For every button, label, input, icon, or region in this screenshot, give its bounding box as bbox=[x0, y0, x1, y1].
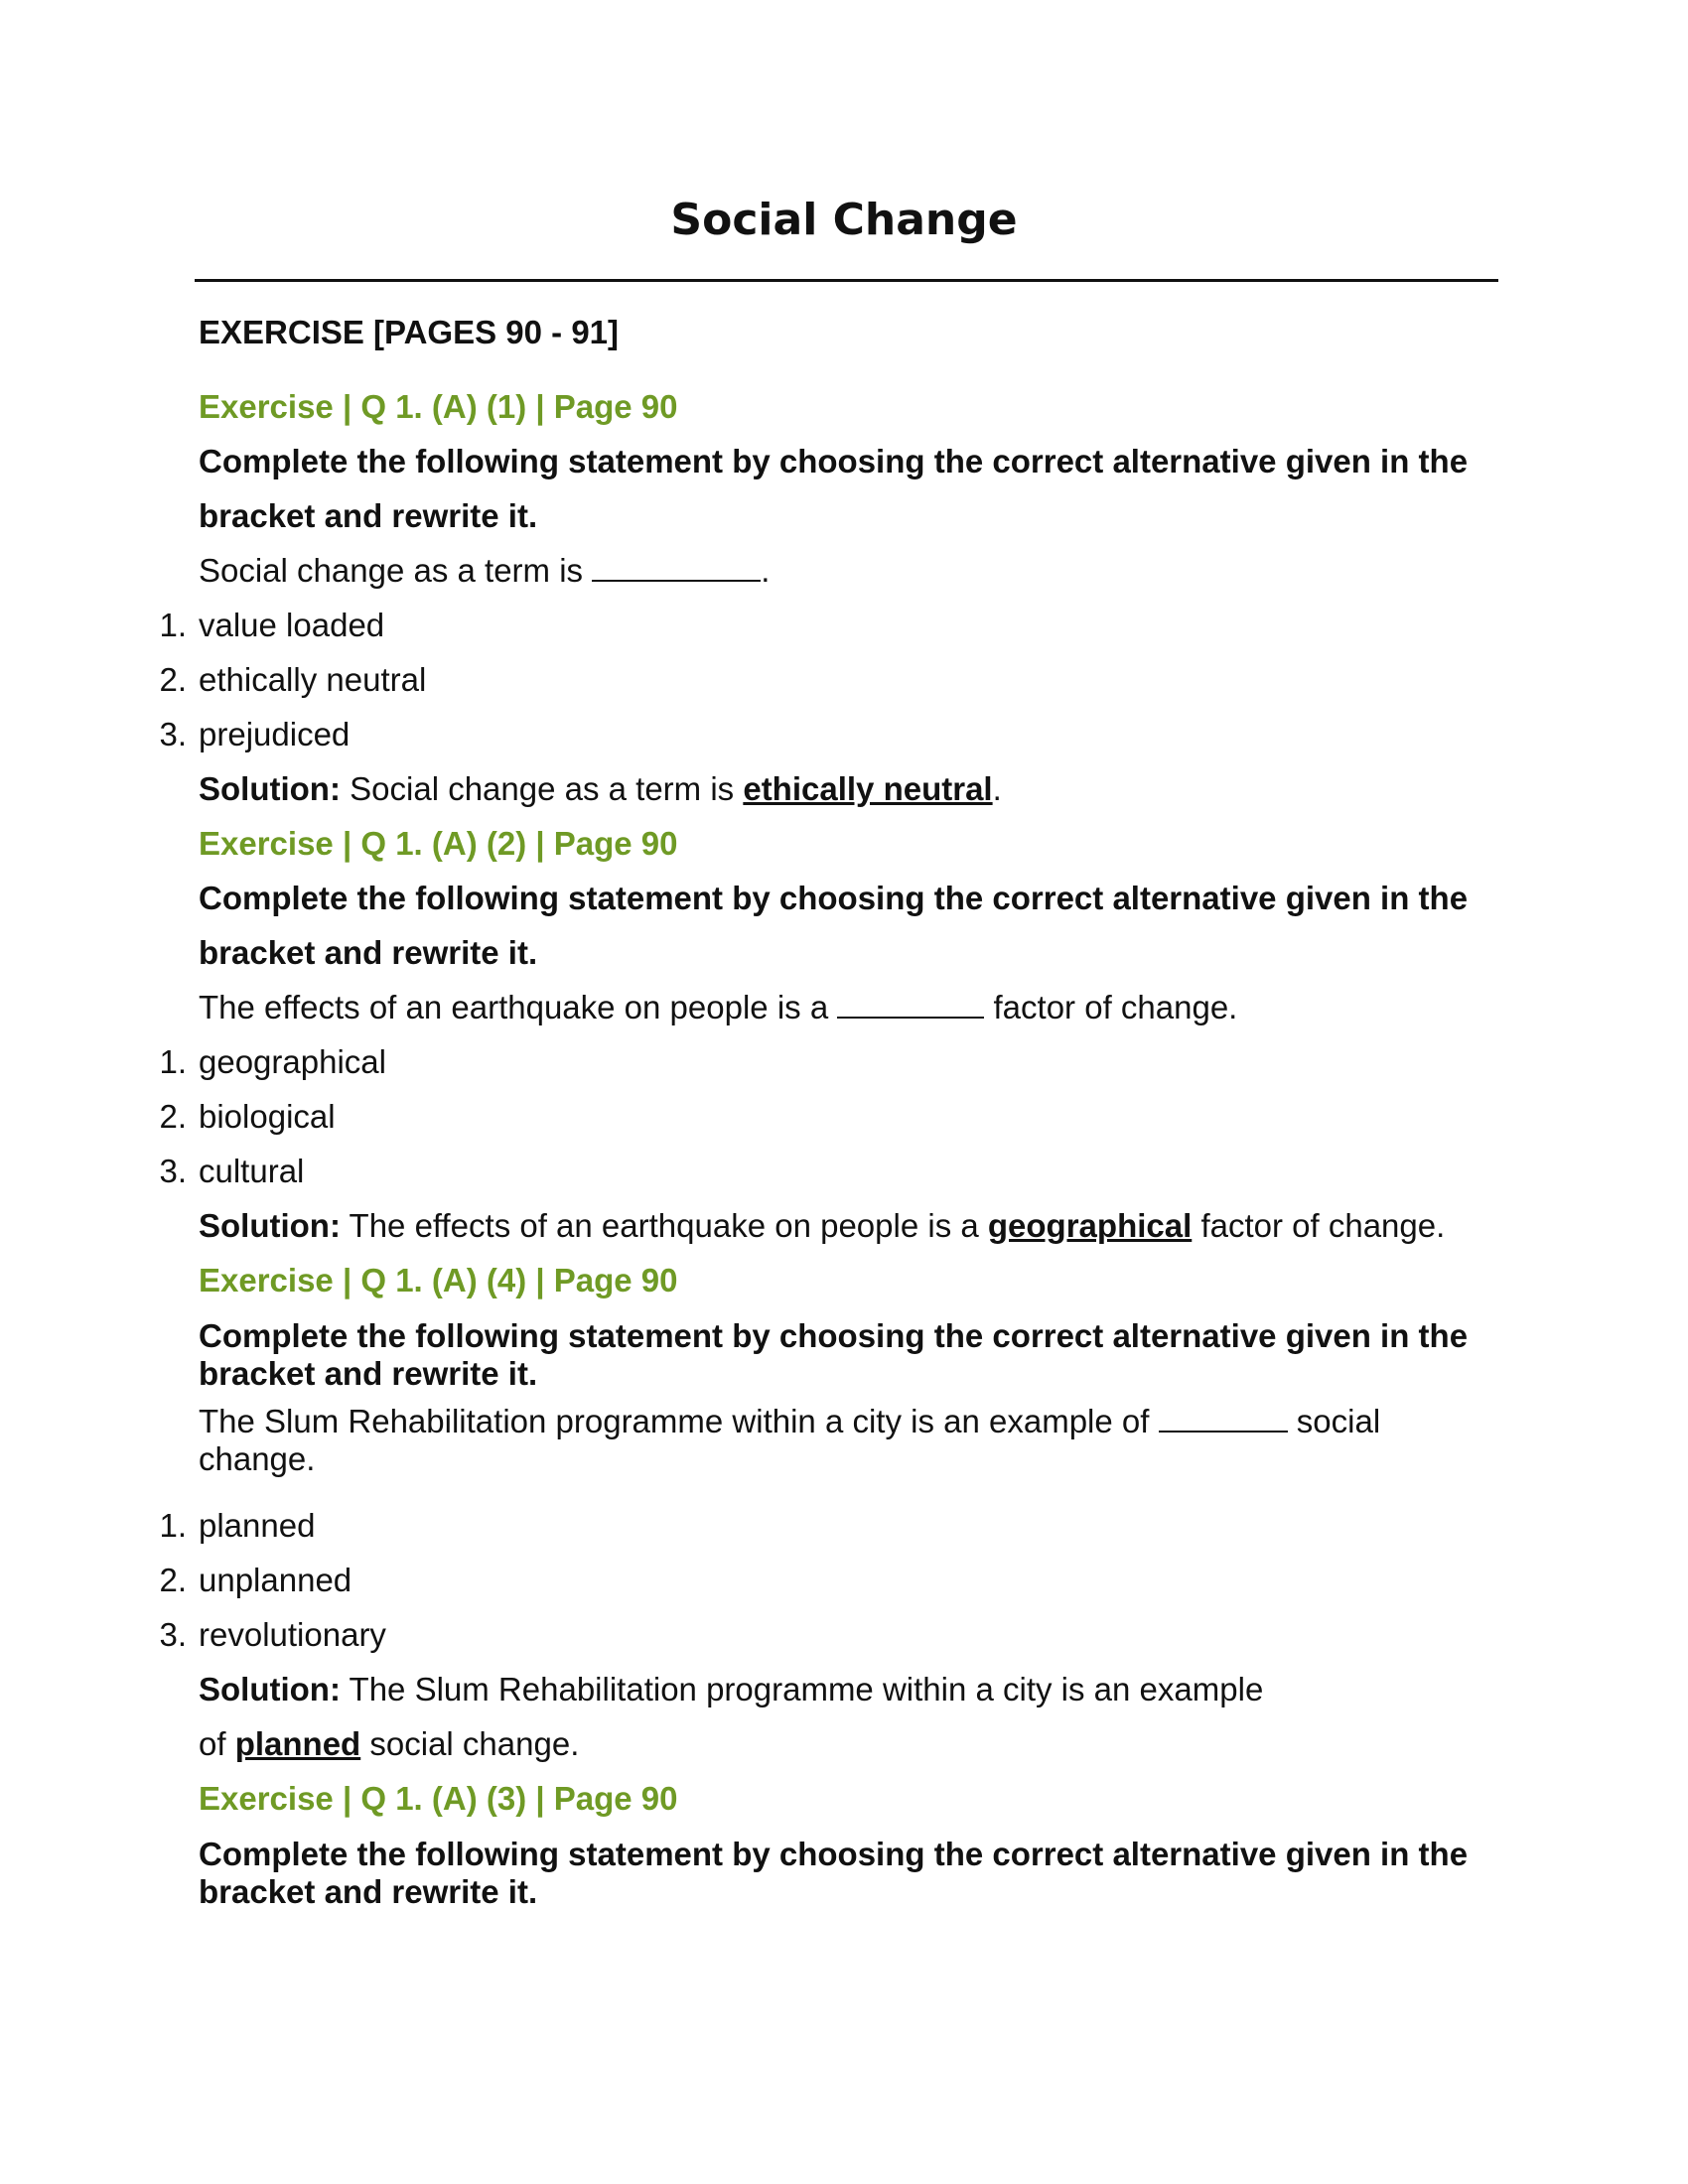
list-item bbox=[159, 1089, 1499, 1144]
solution-label: Solution: bbox=[199, 1671, 341, 1707]
exercise-heading: Exercise | Q 1. (A) (4) | Page 90 bbox=[199, 1262, 678, 1298]
solution-text: Social change as a term is bbox=[350, 770, 735, 807]
option-text: planned bbox=[199, 1507, 316, 1544]
list-item bbox=[159, 1607, 1499, 1662]
solution-label: Solution: bbox=[199, 770, 341, 807]
option-number: 2. bbox=[159, 1562, 187, 1598]
page-title: Social Change bbox=[670, 195, 1018, 245]
list-item bbox=[159, 598, 1499, 652]
solution bbox=[199, 761, 1499, 816]
option-number: 3. bbox=[159, 716, 187, 752]
stem-text: social change. bbox=[199, 1403, 1381, 1477]
question-instruction: Complete the following statement by choosing the correct alternative given in the bracket and rewrite it. bbox=[199, 1317, 1469, 1392]
solution-answer: planned bbox=[234, 1725, 361, 1762]
list-item bbox=[159, 707, 1499, 761]
list-item bbox=[159, 652, 1499, 707]
solution-label: Solution: bbox=[199, 1207, 341, 1244]
stem-text: The Slum Rehabilitation programme within a city is an example of bbox=[199, 1403, 1150, 1439]
stem-text: Social change as a term is bbox=[199, 552, 584, 589]
question-stem bbox=[199, 1403, 1410, 1478]
content bbox=[159, 298, 1499, 1921]
solution bbox=[199, 1198, 1499, 1253]
solution-text: . bbox=[992, 770, 1002, 807]
option-text: cultural bbox=[199, 1153, 305, 1189]
option-number: 1. bbox=[159, 1043, 187, 1080]
question-block-2 bbox=[159, 816, 1499, 1253]
solution-text: of bbox=[199, 1725, 226, 1762]
question-stem bbox=[199, 980, 1499, 1034]
solution-text: social change. bbox=[369, 1725, 580, 1762]
list-item bbox=[159, 1034, 1499, 1089]
section-heading: EXERCISE [PAGES 90 - 91] bbox=[199, 314, 620, 350]
stem-text: factor of change. bbox=[993, 989, 1238, 1025]
question-instruction: Complete the following statement by choosing the correct alternative given in the bracket and rewrite it. bbox=[199, 1836, 1469, 1910]
option-number: 1. bbox=[159, 607, 187, 643]
option-text: unplanned bbox=[199, 1562, 352, 1598]
option-list bbox=[159, 598, 1499, 761]
option-text: ethically neutral bbox=[199, 661, 427, 698]
option-number: 2. bbox=[159, 1098, 187, 1135]
option-text: revolutionary bbox=[199, 1616, 386, 1653]
solution-answer: ethically neutral bbox=[743, 770, 993, 807]
question-block-1 bbox=[159, 379, 1499, 816]
answer-blank bbox=[1159, 1407, 1288, 1433]
option-text: prejudiced bbox=[199, 716, 351, 752]
option-list bbox=[159, 1498, 1499, 1662]
option-number: 1. bbox=[159, 1507, 187, 1544]
question-block-3 bbox=[159, 1253, 1499, 1771]
instruction-line: Complete the following statement by choosing the correct alternative given in the bbox=[199, 443, 1469, 479]
question-instruction bbox=[199, 871, 1499, 980]
list-item bbox=[159, 1553, 1499, 1607]
exercise-heading: Exercise | Q 1. (A) (2) | Page 90 bbox=[199, 825, 678, 862]
list-item bbox=[159, 1498, 1499, 1553]
solution-text: factor of change. bbox=[1200, 1207, 1446, 1244]
list-item bbox=[159, 1144, 1499, 1198]
answer-blank bbox=[837, 993, 984, 1019]
instruction-line: Complete the following statement by choosing the correct alternative given in the bbox=[199, 880, 1469, 916]
stem-text: The effects of an earthquake on people is a bbox=[199, 989, 829, 1025]
option-number: 3. bbox=[159, 1616, 187, 1653]
solution-text: The effects of an earthquake on people is a bbox=[349, 1207, 979, 1244]
solution-answer: geographical bbox=[987, 1207, 1193, 1244]
option-number: 3. bbox=[159, 1153, 187, 1189]
option-text: value loaded bbox=[199, 607, 385, 643]
solution-text: The Slum Rehabilitation programme within a city is an example bbox=[349, 1671, 1264, 1707]
exercise-heading: Exercise | Q 1. (A) (1) | Page 90 bbox=[199, 388, 678, 425]
option-text: biological bbox=[199, 1098, 336, 1135]
solution bbox=[199, 1662, 1499, 1771]
exercise-heading: Exercise | Q 1. (A) (3) | Page 90 bbox=[199, 1780, 678, 1817]
instruction-line: bracket and rewrite it. bbox=[199, 497, 538, 534]
answer-blank bbox=[592, 556, 761, 582]
question-block-4 bbox=[199, 1771, 1499, 1911]
option-list bbox=[159, 1034, 1499, 1198]
option-text: geographical bbox=[199, 1043, 386, 1080]
stem-text: . bbox=[761, 552, 771, 589]
question-instruction bbox=[199, 434, 1499, 543]
title-divider bbox=[195, 279, 1498, 282]
question-stem bbox=[199, 543, 1499, 598]
instruction-line: bracket and rewrite it. bbox=[199, 934, 538, 971]
option-number: 2. bbox=[159, 661, 187, 698]
